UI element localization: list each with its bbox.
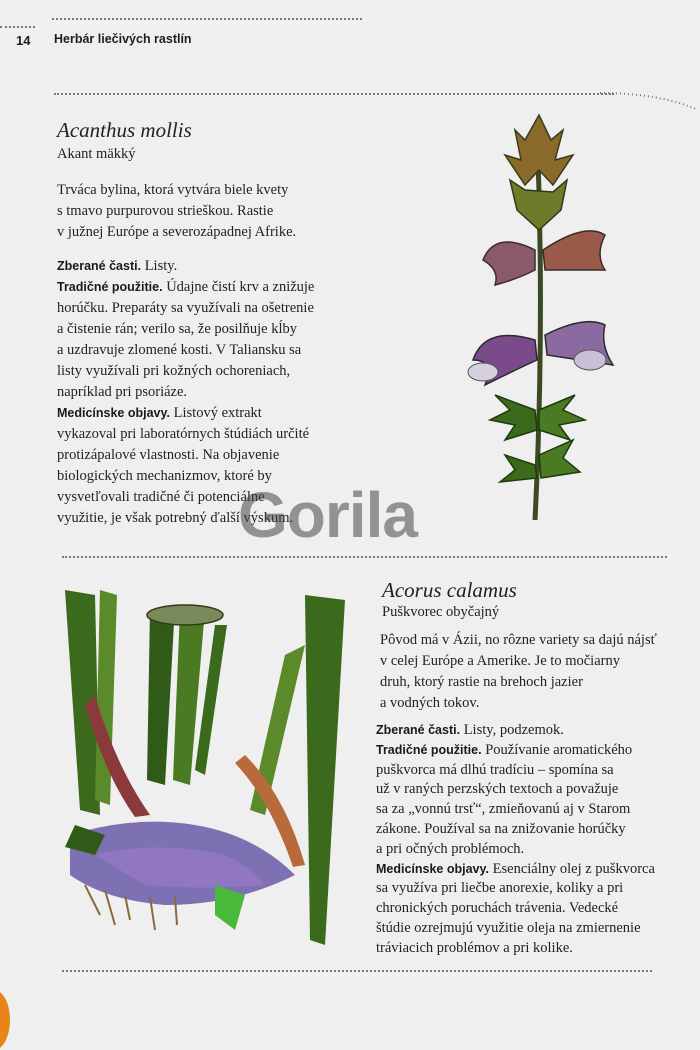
traditional-use-line: puškvorca má dlhú tradíciu – spomína sa xyxy=(376,761,614,778)
entry-intro xyxy=(380,630,657,714)
medical-findings-line: chronických poruchách trávenia. Vedecké xyxy=(376,900,619,917)
traditional-use-line: zákone. Používal sa na znižovanie horúčky xyxy=(376,820,626,837)
intro-line: s tmavo purpurovou strieškou. Rastie xyxy=(57,203,274,219)
medical-findings-line: sa využíva pri liečbe anorexie, koliky a pri xyxy=(376,880,624,897)
traditional-use-line: horúčku. Preparáty sa využívali na ošetrenie xyxy=(57,300,314,316)
medical-findings-label: Medicínske objavy. xyxy=(376,861,490,876)
traditional-use-line: a čistenie rán; verilo sa, že posilňuje kĺby xyxy=(57,321,297,337)
harvested-label: Zberané časti. xyxy=(57,259,142,273)
running-title: Herbár liečivých rastlín xyxy=(54,32,192,46)
entry-latin-name: Acanthus mollis xyxy=(57,118,192,142)
harvested-text: Listy. xyxy=(144,258,178,274)
intro-line: druh, ktorý rastie na brehoch jazier xyxy=(380,674,583,690)
traditional-use-line: a pri očných problémoch. xyxy=(376,840,525,857)
header-rule xyxy=(52,18,362,20)
corner-decoration xyxy=(0,990,10,1050)
traditional-use-line: sa za „vonnú trsť“, zmieňovanú aj v Starom xyxy=(376,801,631,818)
medical-findings-line: vykazoval pri laboratórnych štúdiách určité xyxy=(57,426,310,442)
section-rule-bottom xyxy=(62,970,652,972)
traditional-use-label: Tradičné použitie. xyxy=(376,742,482,757)
entry-intro xyxy=(57,180,296,243)
traditional-use-line: už v raných perzských textoch a považuje xyxy=(376,781,619,798)
medical-findings-line: tráviacich problémov a pri kolike. xyxy=(376,939,573,956)
section-rule-top xyxy=(54,93,614,95)
intro-line: Pôvod má v Ázii, no rôzne variety sa dajú nájsť xyxy=(380,632,657,648)
medical-findings-line: štúdie ozrejmujú využitie oleja na zmiernenie xyxy=(376,919,641,936)
acanthus-illustration xyxy=(455,110,625,530)
entry-details xyxy=(376,721,691,959)
medical-findings-text: Esenciálny olej z puškvorca xyxy=(492,860,655,877)
traditional-use-text: Používanie aromatického xyxy=(485,741,633,758)
traditional-use-text: Údajne čistí krv a znižuje xyxy=(166,279,315,295)
acorus-illustration xyxy=(55,585,360,955)
medical-findings-line: biologických mechanizmov, ktoré by xyxy=(57,468,272,484)
intro-line: Trváca bylina, ktorá vytvára biele kvety xyxy=(57,182,289,198)
entry-common-name: Akant mäkký xyxy=(57,146,136,162)
entry-common-name: Puškvorec obyčajný xyxy=(382,604,500,620)
page-number: 14 xyxy=(16,33,31,48)
harvested-label: Zberané časti. xyxy=(376,723,461,737)
section-divider xyxy=(62,556,667,558)
intro-line: v celej Európe a Amerike. Je to močiarny xyxy=(380,653,620,669)
intro-line: v južnej Európe a severozápadnej Afrike. xyxy=(57,224,297,240)
medical-findings-text: Listový extrakt xyxy=(173,405,262,421)
medical-findings-line: protizápalové vlastnosti. Na objavenie xyxy=(57,447,280,463)
entry-latin-name: Acorus calamus xyxy=(382,578,517,602)
traditional-use-line: napríklad pri psoriáze. xyxy=(57,384,188,400)
medical-findings-line: využitie, je však potrebný ďalší výskum. xyxy=(57,510,294,526)
traditional-use-line: listy využívali pri kožných ochoreniach, xyxy=(57,363,291,379)
medical-findings-label: Medicínske objavy. xyxy=(57,406,171,420)
header-top-rule xyxy=(0,26,35,28)
harvested-text: Listy, podzemok. xyxy=(463,722,564,738)
intro-line: a vodných tokov. xyxy=(380,695,480,711)
traditional-use-line: a uzdravuje zlomené kosti. V Taliansku sa xyxy=(57,342,302,358)
medical-findings-line: vysvetľovali tradičné či potenciálne xyxy=(57,489,265,505)
gorila-watermark: Gorila xyxy=(238,479,417,551)
traditional-use-label: Tradičné použitie. xyxy=(57,280,163,294)
